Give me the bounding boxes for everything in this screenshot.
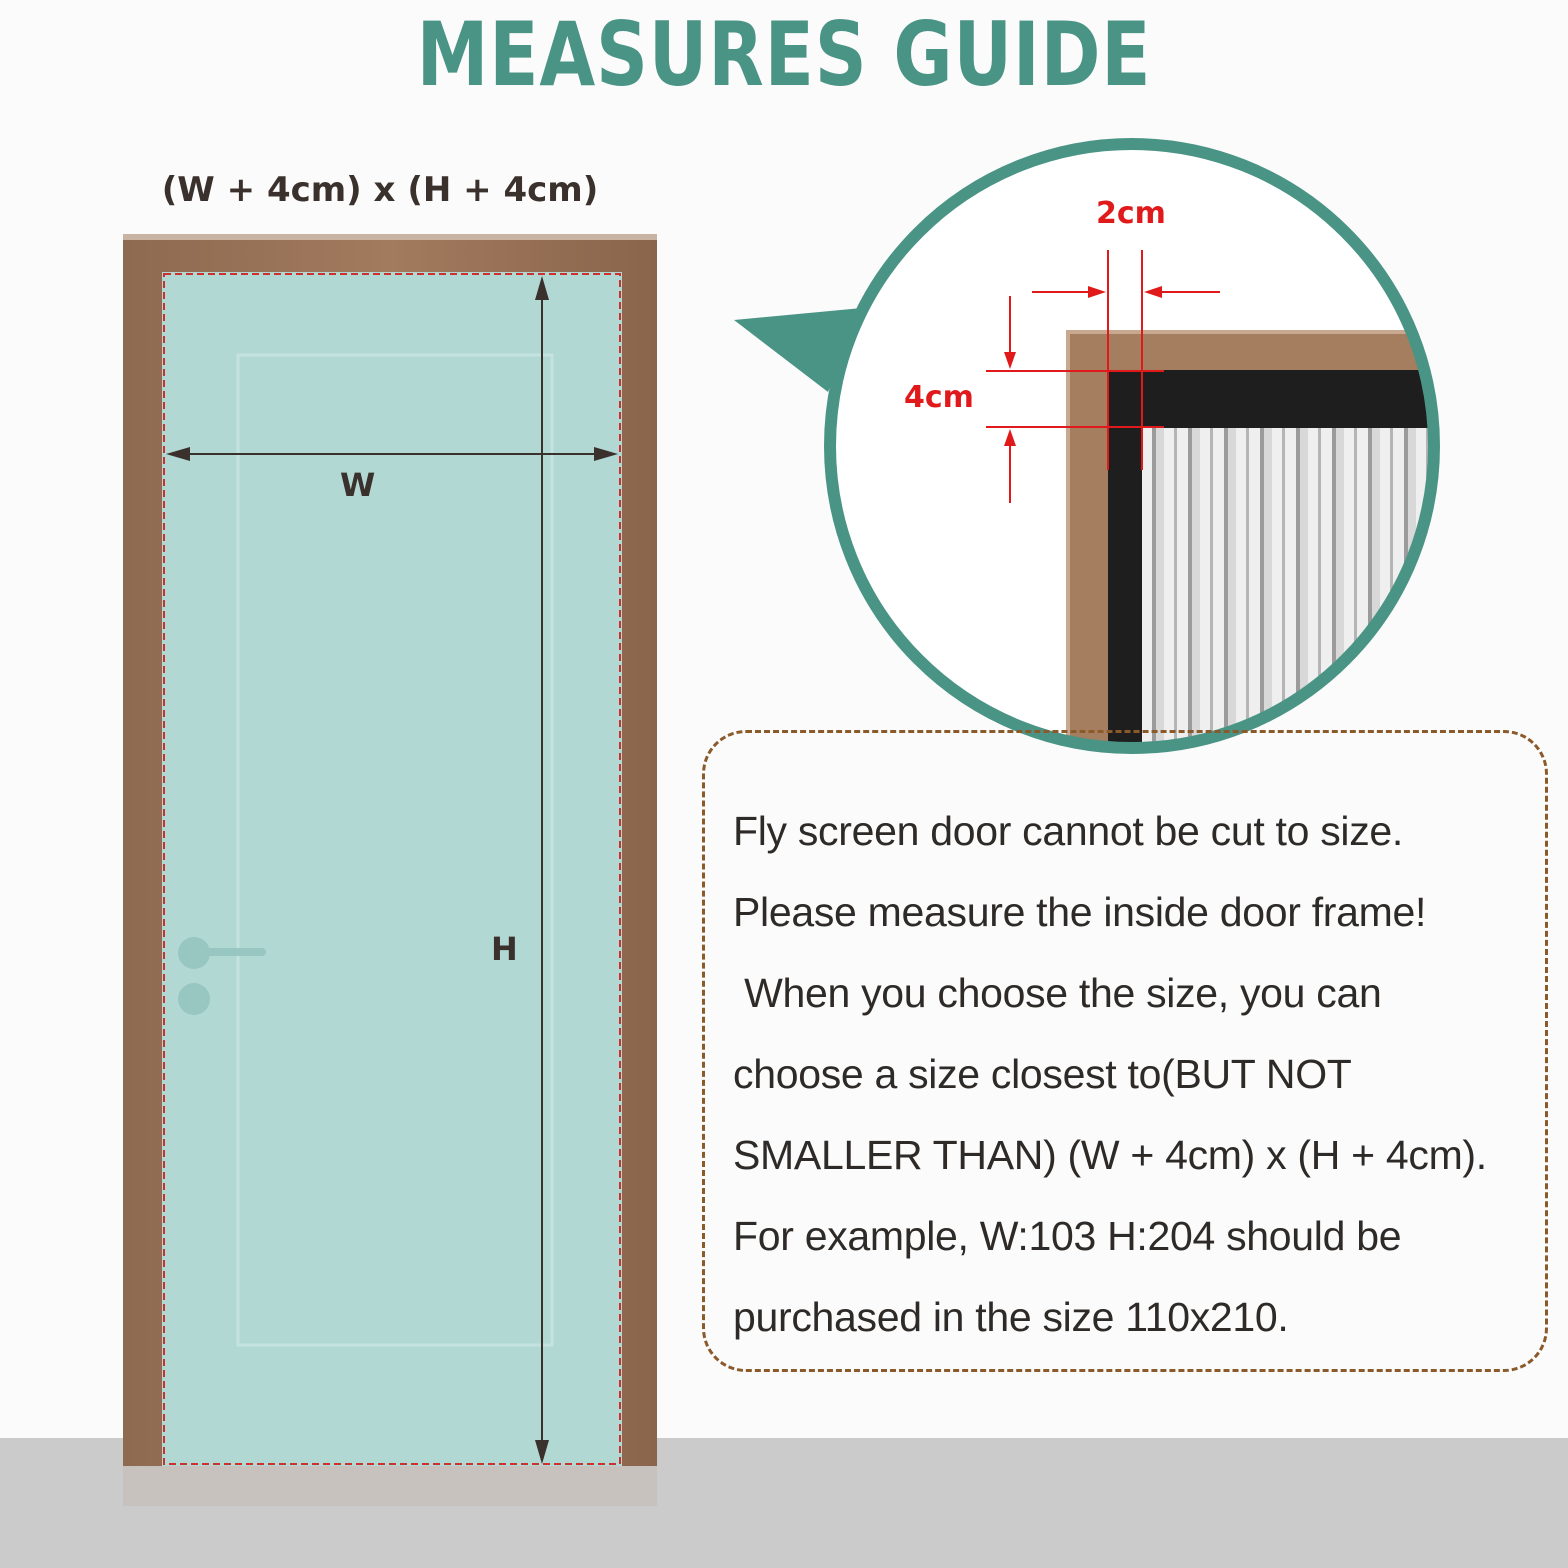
notice-line: Fly screen door cannot be cut to size.: [733, 808, 1404, 854]
gap-2cm-label: 2cm: [1096, 196, 1166, 231]
size-formula: (W + 4cm) x (H + 4cm): [161, 170, 599, 210]
notice-box: [702, 730, 1548, 1372]
door-leaf: [162, 272, 622, 1466]
notice-line: Please measure the inside door frame!: [733, 889, 1427, 935]
overlap-4cm-label: 4cm: [904, 380, 974, 415]
detail-zoom-circle: [830, 144, 1466, 750]
height-label: H: [491, 930, 518, 968]
notice-line: choose a size closest to(BUT NOT: [733, 1051, 1352, 1097]
width-label: W: [340, 466, 376, 504]
page-title: MEASURES GUIDE: [416, 3, 1152, 106]
notice-line: When you choose the size, you can: [733, 970, 1382, 1016]
notice-line: For example, W:103 H:204 should be: [733, 1213, 1402, 1259]
notice-line: purchased in the size 110x210.: [733, 1294, 1289, 1340]
notice-line: SMALLER THAN) (W + 4cm) x (H + 4cm).: [733, 1132, 1487, 1178]
